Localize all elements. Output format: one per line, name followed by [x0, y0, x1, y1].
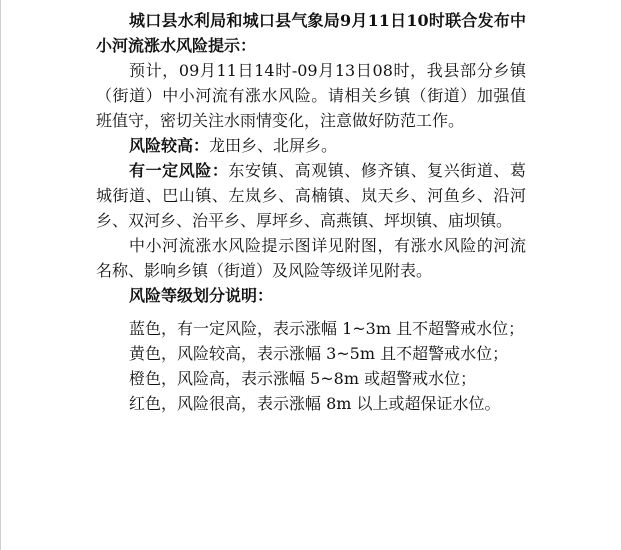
notice-title: 城口县水利局和城口县气象局9月11日10时联合发布中小河流涨水风险提示： — [96, 11, 526, 55]
higher-risk-paragraph — [96, 133, 526, 158]
higher-risk-label: 风险较高： — [129, 136, 210, 155]
some-risk-paragraph — [96, 158, 526, 233]
some-risk-label: 有一定风险： — [129, 161, 229, 180]
legend-item-blue: 蓝色，有一定风险，表示涨幅 1~3m 且不超警戒水位； — [129, 319, 525, 338]
document-content — [96, 8, 526, 416]
spacer — [96, 308, 526, 316]
legend-item-red: 红色，风险很高，表示涨幅 8m 以上或超保证水位。 — [129, 394, 501, 413]
legend-heading: 风险等级划分说明： — [129, 286, 274, 305]
intro-paragraph: 预计，09月11日14时-09月13日08时，我县部分乡镇（街道）中小河流有涨水风险。请相关乡镇（街道）加强值班值守，密切关注水雨情变化，注意做好防范工作。 — [96, 61, 526, 130]
map-note-paragraph: 中小河流涨水风险提示图详见附图，有涨水风险的河流名称、影响乡镇（街道）及风险等级详见附表。 — [96, 236, 526, 280]
legend-item-yellow: 黄色，风险较高，表示涨幅 3~5m 且不超警戒水位； — [129, 344, 509, 363]
higher-risk-text: 龙田乡、北屏乡。 — [209, 136, 338, 155]
legend-item-orange: 橙色，风险高，表示涨幅 5~8m 或超警戒水位； — [129, 369, 477, 388]
some-risk-text: 东安镇、高观镇、修齐镇、复兴街道、葛城街道、巴山镇、左岚乡、高楠镇、岚天乡、河鱼乡、沿河乡、双河乡、治平乡、厚坪乡、高燕镇、坪坝镇、庙坝镇。 — [96, 161, 526, 230]
